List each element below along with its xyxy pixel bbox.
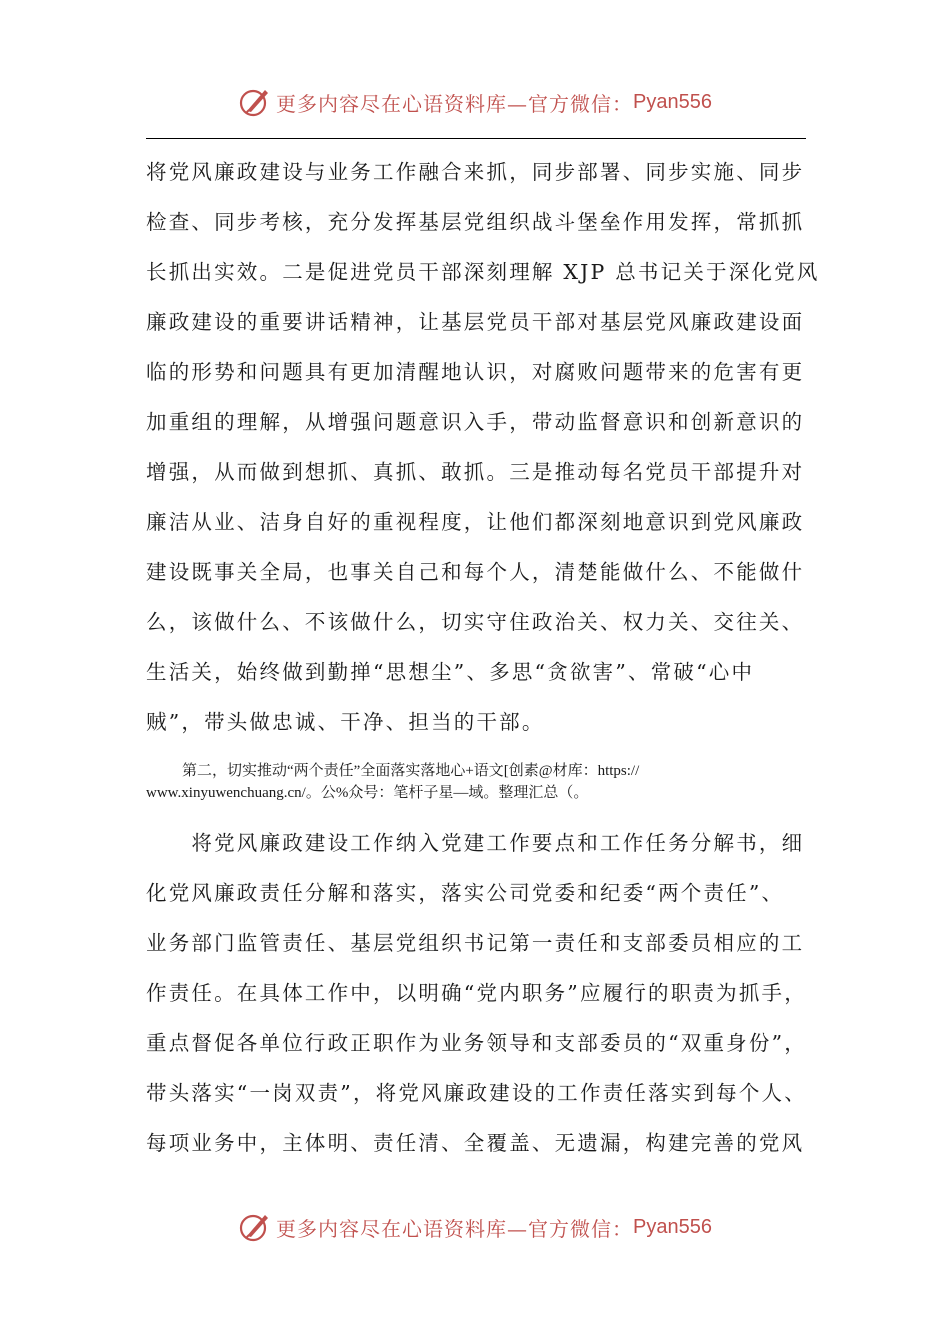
text-line: 临的形势和问题具有更加清醒地认识，对腐败问题带来的危害有更 (146, 360, 805, 384)
footer-banner-content (238, 1210, 712, 1244)
text-line: 将党风廉政建设与业务工作融合来抓，同步部署、同步实施、同步 (146, 160, 805, 184)
text-line: 生活关，始终做到勤掸“思想尘”、多思“贪欲害”、常破“心中 (146, 660, 755, 684)
header-divider (146, 138, 806, 139)
quill-pen-logo-icon (238, 85, 272, 119)
heading-line: 第二，切实推动“两个责任”全面落实落地心+语文[创素@材库：https:// (182, 763, 640, 779)
header-banner-content (238, 85, 712, 119)
header-banner-text: 更多内容尽在心语资料库—官方微信： (276, 91, 634, 116)
text-line: 化党风廉政责任分解和落实，落实公司党委和纪委“两个责任”、 (146, 881, 785, 905)
text-line: 作责任。在具体工作中，以明确“党内职务”应履行的职责为抓手， (146, 981, 807, 1005)
header-banner (0, 82, 950, 122)
header-banner-wechat-id: Pyan556 (633, 90, 712, 113)
text-line: 增强，从而做到想抓、真抓、敢抓。三是推动每名党员干部提升对 (146, 460, 805, 484)
text-line: 检查、同步考核，充分发挥基层党组织战斗堡垒作用发挥，常抓抓 (146, 210, 805, 234)
text-line: 重点督促各单位行政正职作为业务领导和支部委员的“双重身份”， (146, 1031, 807, 1055)
heading-line: www.xinyuwenchuang.cn/。公%众号：笔杆子星—域。整理汇总（。 (146, 785, 589, 801)
text-line: 长抓出实效。二是促进党员干部深刻理解 XJP 总书记关于深化党风 (146, 260, 820, 284)
footer-banner-wechat-id: Pyan556 (633, 1215, 712, 1238)
text-line: 带头落实“一岗双责”，将党风廉政建设的工作责任落实到每个人、 (146, 1081, 807, 1105)
section-heading-2 (146, 760, 786, 804)
text-line: 贼”，带头做忠诚、干净、担当的干部。 (146, 710, 545, 734)
text-line: 将党风廉政建设工作纳入党建工作要点和工作任务分解书，细 (146, 831, 805, 855)
text-line: 加重组的理解，从增强问题意识入手，带动监督意识和创新意识的 (146, 410, 805, 434)
text-line: 廉政建设的重要讲话精神，让基层党员干部对基层党风廉政建设面 (146, 310, 805, 334)
text-line: 廉洁从业、洁身自好的重视程度，让他们都深刻地意识到党风廉政 (146, 510, 805, 534)
text-line: 每项业务中，主体明、责任清、全覆盖、无遗漏，构建完善的党风 (146, 1131, 805, 1155)
footer-banner (0, 1207, 950, 1247)
text-line: 业务部门监管责任、基层党组织书记第一责任和支部委员相应的工 (146, 931, 805, 955)
text-line: 么，该做什么、不该做什么，切实守住政治关、权力关、交往关、 (146, 610, 805, 634)
body-paragraph-2 (146, 818, 816, 1168)
text-line: 建设既事关全局，也事关自己和每个人，清楚能做什么、不能做什 (146, 560, 805, 584)
quill-pen-logo-icon (238, 1210, 272, 1244)
footer-banner-text: 更多内容尽在心语资料库—官方微信： (276, 1216, 634, 1241)
body-paragraph-1 (146, 147, 820, 747)
